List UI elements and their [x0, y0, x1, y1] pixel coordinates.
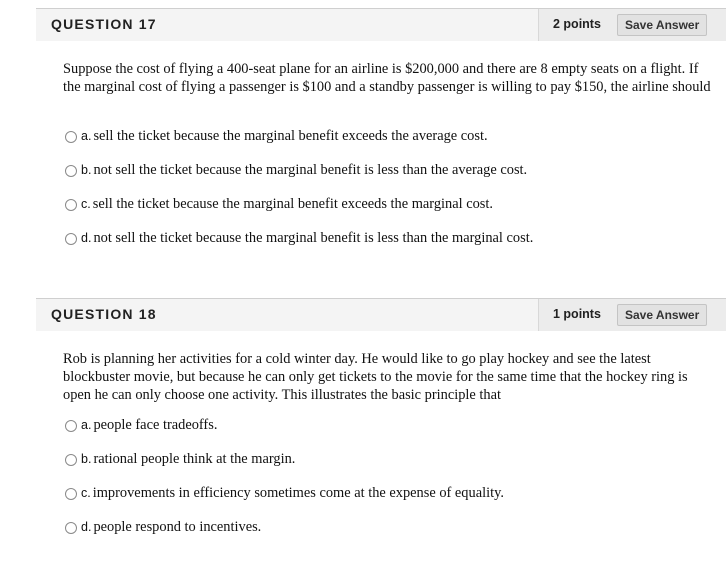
option-text[interactable]: not sell the ticket because the marginal benefit is less than the marginal cost. [93, 230, 534, 246]
answer-option-a[interactable] [65, 416, 705, 450]
option-letter: b. [81, 163, 92, 177]
save-answer-button[interactable]: Save Answer [617, 304, 707, 326]
answer-option-c[interactable] [65, 484, 705, 518]
option-letter: a. [81, 418, 92, 432]
option-letter: b. [81, 452, 92, 466]
option-letter: a. [81, 129, 92, 143]
option-letter: d. [81, 231, 92, 245]
option-letter: c. [81, 197, 91, 211]
option-text[interactable]: sell the ticket because the marginal benefit exceeds the marginal cost. [92, 196, 493, 212]
question-header-actions [538, 299, 726, 331]
radio-button[interactable] [65, 522, 77, 534]
points-label: 2 points [553, 17, 601, 31]
question-18 [0, 290, 726, 565]
answer-option-b[interactable] [65, 161, 705, 195]
answer-option-d[interactable] [65, 229, 705, 263]
question-prompt: Suppose the cost of flying a 400-seat plane for an airline is $200,000 and there are 8 empty seats on a flight. If the marginal cost of flying a passenger is $100 and a standby passenger is willing to pay $150, the airline should [63, 61, 711, 95]
question-header [36, 298, 726, 331]
radio-button[interactable] [65, 165, 77, 177]
answer-option-d[interactable] [65, 518, 705, 552]
option-text[interactable]: sell the ticket because the marginal benefit exceeds the average cost. [93, 128, 488, 144]
question-prompt: Rob is planning her activities for a cold winter day. He would like to go play hockey and see the latest blockbuster movie, but because he can only get tickets to the movie for the same time that the hockey ring is open he can only choose one activity. This illustrates the basic principle that [63, 351, 688, 403]
answer-option-b[interactable] [65, 450, 705, 484]
option-text[interactable]: improvements in efficiency sometimes come at the expense of equality. [92, 485, 504, 501]
radio-button[interactable] [65, 131, 77, 143]
option-letter: c. [81, 486, 91, 500]
radio-button[interactable] [65, 199, 77, 211]
question-title: QUESTION 17 [51, 16, 157, 32]
answer-option-a[interactable] [65, 127, 705, 161]
option-text[interactable]: not sell the ticket because the marginal benefit is less than the average cost. [93, 162, 528, 178]
option-text[interactable]: people face tradeoffs. [93, 417, 218, 433]
question-header [36, 8, 726, 41]
option-letter: d. [81, 520, 92, 534]
save-answer-button[interactable]: Save Answer [617, 14, 707, 36]
option-text[interactable]: rational people think at the margin. [93, 451, 296, 467]
question-header-actions [538, 9, 726, 41]
question-title: QUESTION 18 [51, 306, 157, 322]
option-text[interactable]: people respond to incentives. [93, 519, 262, 535]
radio-button[interactable] [65, 420, 77, 432]
answer-options [65, 127, 705, 263]
answer-option-c[interactable] [65, 195, 705, 229]
radio-button[interactable] [65, 233, 77, 245]
radio-button[interactable] [65, 488, 77, 500]
points-label: 1 points [553, 307, 601, 321]
answer-options [65, 416, 705, 552]
radio-button[interactable] [65, 454, 77, 466]
